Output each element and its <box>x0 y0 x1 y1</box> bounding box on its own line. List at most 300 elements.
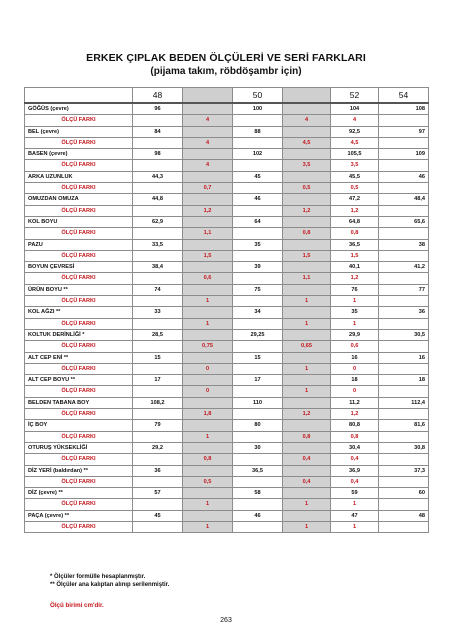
size-value: 18 <box>331 375 379 386</box>
size-value: 47,2 <box>331 194 379 205</box>
empty-cell <box>233 476 283 487</box>
size-value: 98 <box>133 149 183 160</box>
difference-value: 4 <box>283 115 331 126</box>
measurement-row <box>25 284 429 295</box>
difference-value: 0,5 <box>331 183 379 194</box>
size-header: 52 <box>331 88 379 104</box>
size-value: 46 <box>233 510 283 521</box>
difference-value: 0,4 <box>331 454 379 465</box>
difference-value: 1,8 <box>183 409 233 420</box>
page-title: ERKEK ÇIPLAK BEDEN ÖLÇÜLERİ VE SERİ FARKLARI <box>86 52 366 64</box>
empty-cell <box>133 183 183 194</box>
empty-cell <box>233 409 283 420</box>
empty-cell <box>379 363 429 374</box>
size-header: 50 <box>233 88 283 104</box>
difference-value: 1,2 <box>331 409 379 420</box>
size-value: 28,5 <box>133 329 183 340</box>
difference-label: ÖLÇÜ FARKI <box>25 409 133 420</box>
difference-value: 1 <box>183 296 233 307</box>
measurement-row <box>25 149 429 160</box>
spacer-cell <box>283 352 331 363</box>
difference-label: ÖLÇÜ FARKI <box>25 476 133 487</box>
spacer-cell <box>183 149 233 160</box>
empty-cell <box>379 296 429 307</box>
difference-value: 3,5 <box>283 160 331 171</box>
spacer-cell <box>183 307 233 318</box>
measurement-label: ARKA UZUNLUK <box>25 171 133 182</box>
measurement-label: OMUZDAN OMUZA <box>25 194 133 205</box>
size-value: 36,9 <box>331 465 379 476</box>
difference-value: 1 <box>283 296 331 307</box>
difference-value: 1,1 <box>283 273 331 284</box>
spacer-cell <box>283 216 331 227</box>
size-value: 16 <box>331 352 379 363</box>
measurement-row <box>25 262 429 273</box>
measurement-label: GÖĞÜS (çevre) <box>25 103 133 115</box>
difference-value: 0,5 <box>283 183 331 194</box>
spacer-cell <box>283 465 331 476</box>
size-value: 35 <box>331 307 379 318</box>
size-value: 109 <box>379 149 429 160</box>
measurement-row <box>25 397 429 408</box>
size-value: 41,2 <box>379 262 429 273</box>
size-value: 44,8 <box>133 194 183 205</box>
size-value: 46 <box>379 171 429 182</box>
spacer-cell <box>183 126 233 137</box>
difference-value: 1,5 <box>331 250 379 261</box>
difference-value: 0,65 <box>283 341 331 352</box>
size-value: 74 <box>133 284 183 295</box>
difference-row <box>25 363 429 374</box>
empty-cell <box>233 250 283 261</box>
size-value: 100 <box>233 103 283 115</box>
size-value: 75 <box>233 284 283 295</box>
difference-value: 0,8 <box>283 431 331 442</box>
measurement-label: ALT CEP BOYU ** <box>25 375 133 386</box>
size-value: 77 <box>379 284 429 295</box>
spacer-cell <box>183 397 233 408</box>
difference-value: 0,5 <box>183 476 233 487</box>
empty-cell <box>233 228 283 239</box>
measurement-row <box>25 103 429 115</box>
size-value: 108 <box>379 103 429 115</box>
measurement-row <box>25 329 429 340</box>
difference-label: ÖLÇÜ FARKI <box>25 363 133 374</box>
empty-cell <box>379 499 429 510</box>
difference-value: 4,5 <box>331 137 379 148</box>
size-value: 60 <box>379 488 429 499</box>
header-corner <box>25 88 133 104</box>
difference-value: 1,5 <box>183 250 233 261</box>
page-number: 263 <box>220 617 232 624</box>
difference-value: 1 <box>283 386 331 397</box>
size-value: 11,2 <box>331 397 379 408</box>
size-value: 17 <box>233 375 283 386</box>
empty-cell <box>133 386 183 397</box>
difference-value: 0,8 <box>331 228 379 239</box>
empty-cell <box>379 160 429 171</box>
difference-value: 0,75 <box>183 341 233 352</box>
empty-cell <box>133 296 183 307</box>
difference-value: 0,6 <box>183 273 233 284</box>
spacer-cell <box>183 420 233 431</box>
empty-cell <box>233 499 283 510</box>
measurement-label: PAZU <box>25 239 133 250</box>
size-value: 80 <box>233 420 283 431</box>
empty-cell <box>233 273 283 284</box>
size-value: 16 <box>379 352 429 363</box>
spacer-cell <box>283 284 331 295</box>
size-value: 80,8 <box>331 420 379 431</box>
size-value: 29,25 <box>233 329 283 340</box>
difference-value: 1 <box>283 363 331 374</box>
difference-label: ÖLÇÜ FARKI <box>25 318 133 329</box>
empty-cell <box>133 228 183 239</box>
size-value: 37,3 <box>379 465 429 476</box>
spacer-cell <box>283 375 331 386</box>
size-value: 108,2 <box>133 397 183 408</box>
size-value: 45 <box>133 510 183 521</box>
spacer-cell <box>283 103 331 115</box>
difference-value: 1,5 <box>283 250 331 261</box>
measurement-label: BEL (çevre) <box>25 126 133 137</box>
difference-value: 1 <box>283 499 331 510</box>
difference-value: 4,5 <box>283 137 331 148</box>
measurement-row <box>25 126 429 137</box>
difference-row <box>25 205 429 216</box>
measurement-row <box>25 420 429 431</box>
size-value: 34 <box>233 307 283 318</box>
spacer-cell <box>283 262 331 273</box>
difference-value: 1,2 <box>183 205 233 216</box>
difference-value: 0,6 <box>331 341 379 352</box>
empty-cell <box>233 431 283 442</box>
size-value: 65,6 <box>379 216 429 227</box>
size-value: 29,2 <box>133 442 183 453</box>
difference-value: 0,4 <box>283 476 331 487</box>
spacer-cell <box>183 442 233 453</box>
empty-cell <box>379 183 429 194</box>
measurement-row <box>25 194 429 205</box>
spacer-cell <box>183 488 233 499</box>
empty-cell <box>133 409 183 420</box>
difference-row <box>25 273 429 284</box>
difference-label: ÖLÇÜ FARKI <box>25 521 133 532</box>
spacer-cell <box>283 420 331 431</box>
size-value: 48 <box>379 510 429 521</box>
size-value: 64,8 <box>331 216 379 227</box>
difference-value: 0 <box>331 363 379 374</box>
size-value: 57 <box>133 488 183 499</box>
measurement-label: DİZ YERİ (baldırdan) ** <box>25 465 133 476</box>
size-value: 38 <box>379 239 429 250</box>
empty-cell <box>233 341 283 352</box>
difference-row <box>25 431 429 442</box>
empty-cell <box>233 296 283 307</box>
size-header: 54 <box>379 88 429 104</box>
difference-value: 1 <box>331 296 379 307</box>
size-value: 30,4 <box>331 442 379 453</box>
difference-label: ÖLÇÜ FARKI <box>25 341 133 352</box>
empty-cell <box>133 318 183 329</box>
difference-label: ÖLÇÜ FARKI <box>25 183 133 194</box>
spacer-cell <box>283 397 331 408</box>
size-value: 96 <box>133 103 183 115</box>
difference-row <box>25 137 429 148</box>
difference-value: 1 <box>283 318 331 329</box>
size-value: 38,4 <box>133 262 183 273</box>
difference-label: ÖLÇÜ FARKI <box>25 250 133 261</box>
spacer-cell <box>183 194 233 205</box>
size-value: 33,5 <box>133 239 183 250</box>
size-value: 44,3 <box>133 171 183 182</box>
difference-label: ÖLÇÜ FARKI <box>25 205 133 216</box>
difference-label: ÖLÇÜ FARKI <box>25 454 133 465</box>
spacer-cell <box>283 488 331 499</box>
difference-value: 1 <box>183 521 233 532</box>
spacer-cell <box>283 194 331 205</box>
size-value: 30,5 <box>379 329 429 340</box>
size-value: 30,8 <box>379 442 429 453</box>
size-value: 18 <box>379 375 429 386</box>
page-subtitle: (pijama takım, röbdöşambr için) <box>150 66 302 77</box>
difference-value: 1,2 <box>331 273 379 284</box>
difference-label: ÖLÇÜ FARKI <box>25 115 133 126</box>
spacer-cell <box>283 239 331 250</box>
spacer-cell <box>283 442 331 453</box>
spacer-cell <box>183 465 233 476</box>
spacer-cell <box>183 262 233 273</box>
empty-cell <box>379 228 429 239</box>
difference-value: 1,1 <box>183 228 233 239</box>
empty-cell <box>133 476 183 487</box>
difference-value: 4 <box>183 137 233 148</box>
difference-label: ÖLÇÜ FARKI <box>25 296 133 307</box>
size-value: 84 <box>133 126 183 137</box>
size-value: 33 <box>133 307 183 318</box>
measurement-row <box>25 510 429 521</box>
empty-cell <box>379 318 429 329</box>
empty-cell <box>133 454 183 465</box>
empty-cell <box>133 205 183 216</box>
size-value: 35 <box>233 239 283 250</box>
difference-value: 0 <box>183 363 233 374</box>
difference-label: ÖLÇÜ FARKI <box>25 273 133 284</box>
size-value: 36 <box>379 307 429 318</box>
difference-row <box>25 521 429 532</box>
spacer-cell <box>183 216 233 227</box>
difference-label: ÖLÇÜ FARKI <box>25 160 133 171</box>
difference-value: 0,8 <box>331 431 379 442</box>
spacer-cell <box>283 149 331 160</box>
empty-cell <box>379 476 429 487</box>
empty-cell <box>379 341 429 352</box>
difference-label: ÖLÇÜ FARKI <box>25 499 133 510</box>
size-value: 17 <box>133 375 183 386</box>
empty-cell <box>133 521 183 532</box>
size-value: 47 <box>331 510 379 521</box>
difference-row <box>25 160 429 171</box>
empty-cell <box>233 137 283 148</box>
size-header: 48 <box>133 88 183 104</box>
size-value: 102 <box>233 149 283 160</box>
size-value: 112,4 <box>379 397 429 408</box>
measurement-row <box>25 465 429 476</box>
empty-cell <box>133 341 183 352</box>
difference-value: 1,2 <box>283 205 331 216</box>
footnotes <box>50 573 169 590</box>
empty-cell <box>379 115 429 126</box>
difference-row <box>25 476 429 487</box>
size-value: 46 <box>233 194 283 205</box>
measurement-label: BASEN (çevre) <box>25 149 133 160</box>
empty-cell <box>233 183 283 194</box>
difference-value: 0,7 <box>183 183 233 194</box>
empty-cell <box>133 499 183 510</box>
difference-row <box>25 409 429 420</box>
size-value: 92,5 <box>331 126 379 137</box>
measurement-label: BOYUN ÇEVRESİ <box>25 262 133 273</box>
footnote: * Ölçüler formülle hesaplanmıştır. <box>50 574 146 580</box>
difference-value: 4 <box>183 160 233 171</box>
spacer-cell <box>183 329 233 340</box>
size-value: 29,9 <box>331 329 379 340</box>
size-value: 105,5 <box>331 149 379 160</box>
empty-cell <box>133 115 183 126</box>
size-value: 62,9 <box>133 216 183 227</box>
spacer-cell <box>283 510 331 521</box>
size-value: 59 <box>331 488 379 499</box>
difference-value: 1 <box>331 499 379 510</box>
difference-value: 0,4 <box>283 454 331 465</box>
difference-value: 1 <box>183 499 233 510</box>
difference-value: 0,8 <box>283 228 331 239</box>
difference-row <box>25 115 429 126</box>
size-value: 15 <box>133 352 183 363</box>
empty-cell <box>233 454 283 465</box>
empty-cell <box>233 386 283 397</box>
empty-cell <box>133 250 183 261</box>
spacer-cell <box>283 329 331 340</box>
spacer-cell <box>183 103 233 115</box>
footnote: ** Ölçüler ana kalıptan alınıp serilenmiştir. <box>50 582 170 589</box>
measurement-row <box>25 488 429 499</box>
difference-row <box>25 318 429 329</box>
measurement-label: KOLTUK DERİNLİĞİ * <box>25 329 133 340</box>
measurement-row <box>25 442 429 453</box>
empty-cell <box>379 454 429 465</box>
difference-row <box>25 183 429 194</box>
size-value: 36,5 <box>331 239 379 250</box>
difference-value: 1 <box>183 431 233 442</box>
spacer-cell <box>183 375 233 386</box>
size-value: 45,5 <box>331 171 379 182</box>
difference-label: ÖLÇÜ FARKI <box>25 431 133 442</box>
size-header-row <box>25 88 429 104</box>
difference-value: 1 <box>331 521 379 532</box>
empty-cell <box>379 273 429 284</box>
empty-cell <box>379 521 429 532</box>
difference-value: 4 <box>331 115 379 126</box>
spacer-cell <box>183 239 233 250</box>
difference-row <box>25 499 429 510</box>
size-value: 88 <box>233 126 283 137</box>
difference-row <box>25 250 429 261</box>
size-value: 110 <box>233 397 283 408</box>
empty-cell <box>133 363 183 374</box>
size-value: 36,5 <box>233 465 283 476</box>
empty-cell <box>233 160 283 171</box>
difference-label: ÖLÇÜ FARKI <box>25 386 133 397</box>
header-gap <box>283 88 331 104</box>
measurement-row <box>25 307 429 318</box>
empty-cell <box>379 250 429 261</box>
size-value: 76 <box>331 284 379 295</box>
empty-cell <box>379 431 429 442</box>
empty-cell <box>133 137 183 148</box>
empty-cell <box>133 273 183 284</box>
measurement-sheet <box>24 87 428 568</box>
spacer-cell <box>183 171 233 182</box>
difference-value: 0 <box>183 386 233 397</box>
measurement-label: ALT CEP ENİ ** <box>25 352 133 363</box>
empty-cell <box>133 431 183 442</box>
spacer-cell <box>283 126 331 137</box>
difference-value: 0,8 <box>183 454 233 465</box>
spacer-cell <box>183 510 233 521</box>
measurement-label: ÜRÜN BOYU ** <box>25 284 133 295</box>
empty-cell <box>379 205 429 216</box>
measurement-row <box>25 171 429 182</box>
size-value: 48,4 <box>379 194 429 205</box>
size-value: 64 <box>233 216 283 227</box>
empty-cell <box>133 160 183 171</box>
difference-label: ÖLÇÜ FARKI <box>25 137 133 148</box>
difference-value: 1 <box>183 318 233 329</box>
difference-value: 1 <box>331 318 379 329</box>
size-value: 79 <box>133 420 183 431</box>
size-value: 15 <box>233 352 283 363</box>
size-value: 58 <box>233 488 283 499</box>
difference-row <box>25 228 429 239</box>
empty-cell <box>379 409 429 420</box>
difference-value: 1,2 <box>283 409 331 420</box>
size-value: 39 <box>233 262 283 273</box>
measurement-label: İÇ BOY <box>25 420 133 431</box>
measurement-label: KOL AĞZI ** <box>25 307 133 318</box>
size-value: 36 <box>133 465 183 476</box>
difference-row <box>25 341 429 352</box>
empty-cell <box>233 521 283 532</box>
size-value: 40,1 <box>331 262 379 273</box>
difference-row <box>25 386 429 397</box>
empty-cell <box>233 318 283 329</box>
difference-value: 0 <box>331 386 379 397</box>
size-value: 104 <box>331 103 379 115</box>
measurement-row <box>25 216 429 227</box>
spacer-cell <box>283 171 331 182</box>
spacer-cell <box>283 307 331 318</box>
difference-row <box>25 454 429 465</box>
size-chart-table <box>24 87 429 533</box>
size-value: 45 <box>233 171 283 182</box>
empty-cell <box>379 137 429 148</box>
spacer-cell <box>183 284 233 295</box>
measurement-label: DİZ (çevre) ** <box>25 488 133 499</box>
measurement-label: OTURUŞ YÜKSEKLİĞİ <box>25 442 133 453</box>
measurement-label: PAÇA (çevre) ** <box>25 510 133 521</box>
empty-cell <box>233 205 283 216</box>
